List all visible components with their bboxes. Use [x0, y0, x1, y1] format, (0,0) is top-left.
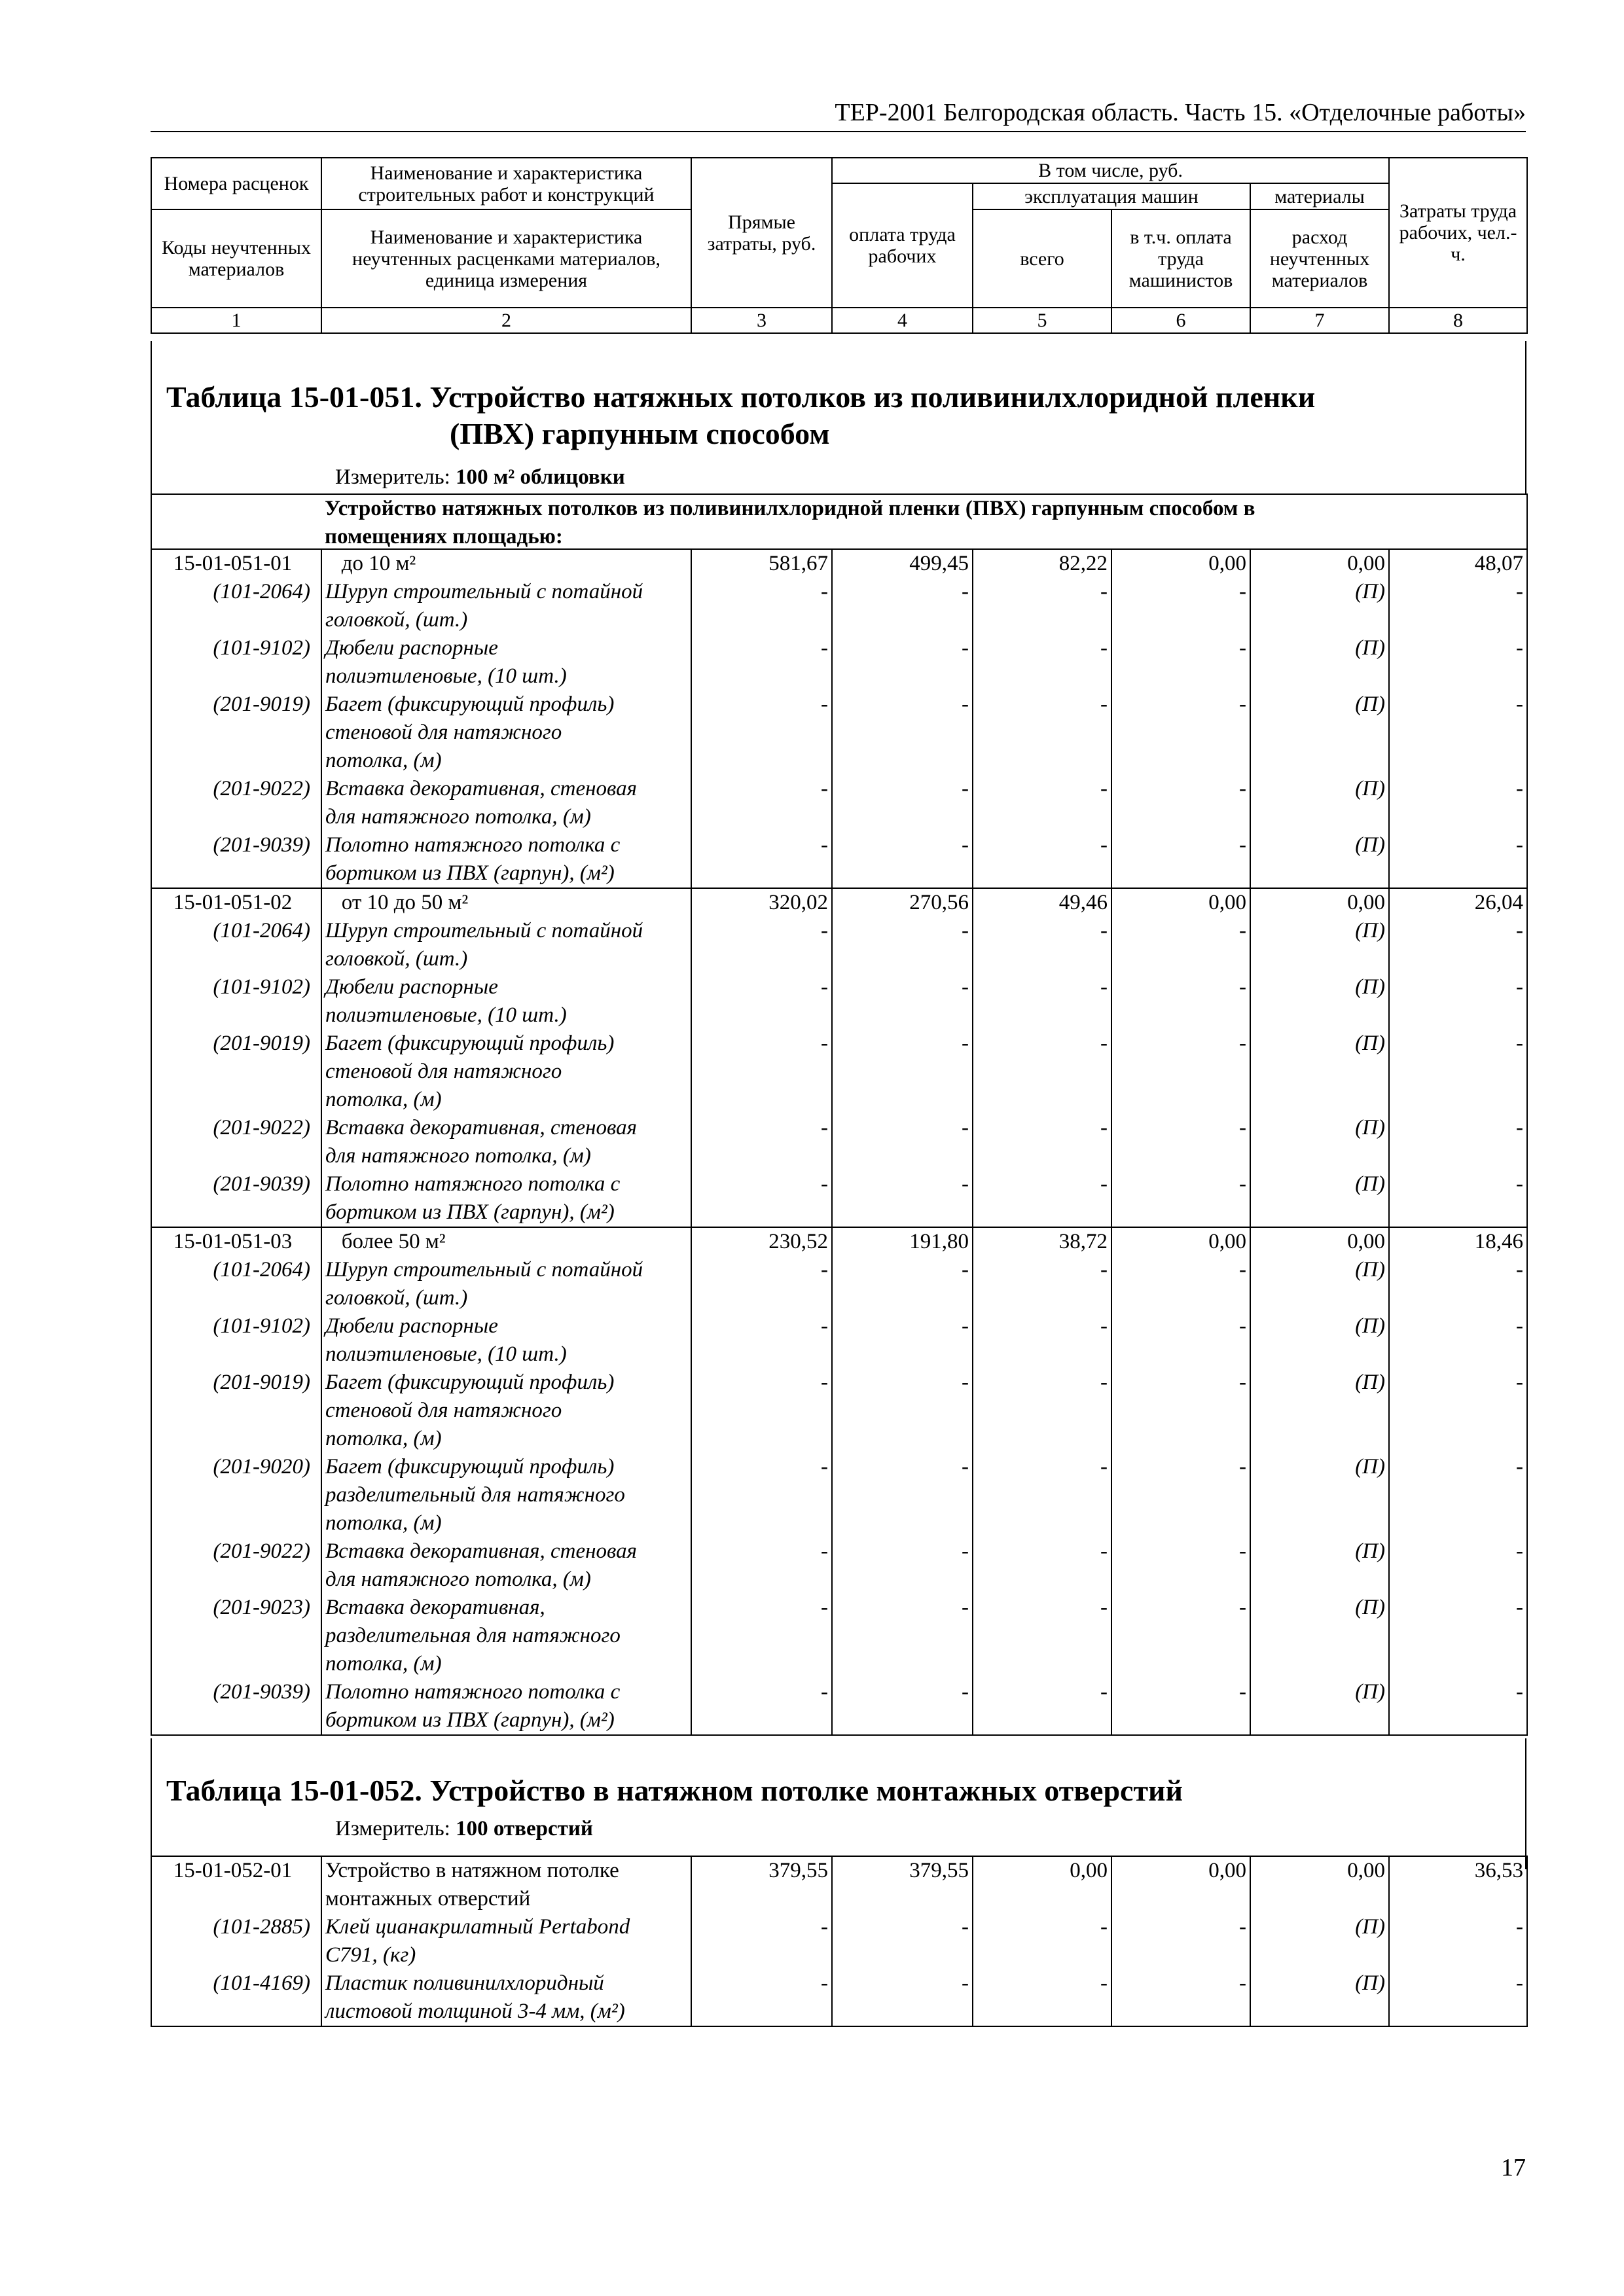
- material-dash: -: [973, 1170, 1111, 1227]
- material-dash: -: [973, 917, 1111, 973]
- material-dash: -: [1389, 1969, 1527, 2026]
- material-dash: -: [1111, 1594, 1250, 1678]
- rate-value-col5: 49,46: [973, 888, 1111, 917]
- page-number: 17: [1501, 2154, 1526, 2181]
- material-dash: -: [1389, 1030, 1527, 1114]
- col-num: 2: [321, 308, 691, 333]
- material-dash: -: [1389, 1312, 1527, 1369]
- material-name-line: бортиком из ПВХ (гарпун), (м²): [325, 1708, 615, 1732]
- material-row: [151, 1537, 1527, 1594]
- material-row: [151, 1369, 1527, 1453]
- material-code: (101-2064): [151, 917, 321, 973]
- material-mark: (П): [1250, 1969, 1389, 2026]
- material-dash: -: [832, 917, 973, 973]
- rate-code: 15-01-052-01: [151, 1856, 321, 1913]
- material-mark: (П): [1250, 1030, 1389, 1114]
- material-dash: -: [1111, 1913, 1250, 1969]
- material-dash: -: [973, 831, 1111, 888]
- col-num: 5: [973, 308, 1111, 333]
- material-dash: -: [691, 1678, 832, 1735]
- material-name-line: Дюбели распорные: [325, 975, 498, 999]
- col2-top-header: Наименование и характеристика строительных работ и конструкций: [321, 158, 691, 209]
- material-mark: (П): [1250, 917, 1389, 973]
- material-name-line: потолка, (м): [325, 1511, 442, 1535]
- rate-value-col7: 0,00: [1250, 1227, 1389, 1256]
- material-name-line: полиэтиленовые, (10 шт.): [325, 664, 567, 688]
- material-dash: -: [1389, 1537, 1527, 1594]
- material-name-line: разделительная для натяжного: [325, 1624, 621, 1647]
- material-dash: -: [973, 1114, 1111, 1170]
- material-dash: -: [973, 775, 1111, 831]
- material-name-line: потолка, (м): [325, 749, 442, 772]
- material-code: (101-9102): [151, 634, 321, 691]
- material-dash: -: [1389, 917, 1527, 973]
- material-name: [321, 1913, 691, 1969]
- material-name-line: Дюбели распорные: [325, 636, 498, 660]
- material-dash: -: [1111, 831, 1250, 888]
- material-dash: -: [691, 1312, 832, 1369]
- rate-code: 15-01-051-03: [151, 1227, 321, 1256]
- col-num: 3: [691, 308, 832, 333]
- material-dash: -: [1111, 917, 1250, 973]
- material-mark: (П): [1250, 1312, 1389, 1369]
- table2-body: [151, 1856, 1528, 2027]
- material-dash: -: [691, 1453, 832, 1537]
- material-code: (201-9039): [151, 1678, 321, 1735]
- rate-value-col6: 0,00: [1111, 1856, 1250, 1913]
- material-dash: -: [691, 1537, 832, 1594]
- col6-header: в т.ч. оплата труда машинистов: [1111, 209, 1250, 308]
- page-header: ТЕР-2001 Белгородская область. Часть 15. «Отделочные работы»: [151, 98, 1526, 132]
- material-code: (201-9020): [151, 1453, 321, 1537]
- rate-row: [151, 1227, 1527, 1256]
- material-dash: -: [1111, 1453, 1250, 1537]
- material-dash: -: [1389, 1678, 1527, 1735]
- material-name-line: для натяжного потолка, (м): [325, 1568, 591, 1591]
- col5-header: всего: [973, 209, 1111, 308]
- material-name-line: потолка, (м): [325, 1427, 442, 1450]
- material-dash: -: [1111, 775, 1250, 831]
- material-name-line: Шуруп строительный с потайной: [325, 580, 643, 603]
- material-row: [151, 831, 1527, 888]
- material-dash: -: [691, 691, 832, 775]
- rate-value-col8: 26,04: [1389, 888, 1527, 917]
- material-dash: -: [973, 1030, 1111, 1114]
- material-dash: -: [973, 691, 1111, 775]
- table2-heading: [151, 1738, 1526, 1869]
- material-name: [321, 1678, 691, 1735]
- material-name-line: Багет (фиксирующий профиль): [325, 692, 615, 716]
- material-name-line: Вставка декоративная, стеновая: [325, 777, 637, 800]
- material-dash: -: [832, 1030, 973, 1114]
- material-dash: -: [973, 634, 1111, 691]
- material-dash: -: [832, 1969, 973, 2026]
- material-dash: -: [691, 1256, 832, 1312]
- material-name-line: Дюбели распорные: [325, 1314, 498, 1338]
- material-name-line: С791, (кг): [325, 1943, 416, 1967]
- rate-name: [321, 1856, 691, 1913]
- material-dash: -: [1111, 691, 1250, 775]
- material-dash: -: [1111, 1114, 1250, 1170]
- material-name: [321, 1453, 691, 1537]
- material-dash: -: [832, 691, 973, 775]
- material-row: [151, 973, 1527, 1030]
- column-header-table: [151, 157, 1528, 334]
- table2-meter: Измеритель: 100 отверстий: [335, 1817, 593, 1841]
- rate-name-line: Устройство в натяжном потолке: [325, 1859, 619, 1882]
- material-code: (201-9039): [151, 831, 321, 888]
- material-dash: -: [691, 1030, 832, 1114]
- material-mark: (П): [1250, 634, 1389, 691]
- material-name-line: полиэтиленовые, (10 шт.): [325, 1003, 567, 1027]
- material-name: [321, 1969, 691, 2026]
- material-name-line: головкой, (шт.): [325, 947, 468, 971]
- material-dash: -: [973, 1678, 1111, 1735]
- material-dash: -: [973, 1969, 1111, 2026]
- rate-value-col3: 230,52: [691, 1227, 832, 1256]
- material-dash: -: [1111, 634, 1250, 691]
- material-dash: -: [832, 1369, 973, 1453]
- material-dash: -: [691, 831, 832, 888]
- material-dash: -: [691, 1913, 832, 1969]
- material-row: [151, 1170, 1527, 1227]
- material-dash: -: [1111, 1030, 1250, 1114]
- in-total-header: В том числе, руб.: [832, 158, 1389, 183]
- material-name-line: Полотно натяжного потолка с: [325, 1680, 621, 1704]
- rate-value-col8: 18,46: [1389, 1227, 1527, 1256]
- rate-value-col6: 0,00: [1111, 1227, 1250, 1256]
- rate-row: [151, 549, 1527, 578]
- table1-desc-line2: помещениях площадью:: [325, 525, 563, 548]
- rate-value-col4: 379,55: [832, 1856, 973, 1913]
- material-name: [321, 1030, 691, 1114]
- material-dash: -: [691, 1969, 832, 2026]
- material-dash: -: [832, 831, 973, 888]
- material-name: [321, 973, 691, 1030]
- col-num: 8: [1389, 308, 1527, 333]
- material-dash: -: [1389, 1170, 1527, 1227]
- table1-desc-line1: Устройство натяжных потолков из поливинилхлоридной пленки (ПВХ) гарпунным способом в: [325, 497, 1255, 520]
- material-row: [151, 917, 1527, 973]
- material-mark: (П): [1250, 578, 1389, 634]
- material-dash: -: [691, 917, 832, 973]
- material-dash: -: [691, 634, 832, 691]
- material-dash: -: [691, 775, 832, 831]
- material-code: (201-9019): [151, 1030, 321, 1114]
- material-name-line: для натяжного потолка, (м): [325, 1144, 591, 1168]
- material-dash: -: [832, 634, 973, 691]
- col-num: 6: [1111, 308, 1250, 333]
- material-name-line: Багет (фиксирующий профиль): [325, 1031, 615, 1055]
- material-name-line: потолка, (м): [325, 1652, 442, 1676]
- material-dash: -: [973, 1594, 1111, 1678]
- rate-row: [151, 888, 1527, 917]
- material-name: [321, 1594, 691, 1678]
- material-dash: -: [832, 1678, 973, 1735]
- material-dash: -: [1389, 578, 1527, 634]
- rate-value-col3: 581,67: [691, 549, 832, 578]
- material-name: [321, 775, 691, 831]
- col1-bottom-header: Коды неучтенных материалов: [151, 209, 321, 308]
- table1-title: Таблица 15-01-051. Устройство натяжных потолков из поливинилхлоридной пленки (ПВХ) гарпунным способом: [166, 380, 1316, 451]
- material-code: (101-4169): [151, 1969, 321, 2026]
- material-name-line: Вставка декоративная, стеновая: [325, 1116, 637, 1139]
- material-name-line: головкой, (шт.): [325, 1286, 468, 1310]
- material-code: (101-9102): [151, 973, 321, 1030]
- material-dash: -: [832, 1913, 973, 1969]
- material-dash: -: [973, 1369, 1111, 1453]
- material-row: [151, 691, 1527, 775]
- col3-header: Прямые затраты, руб.: [691, 158, 832, 308]
- table1-desc: [151, 493, 1528, 551]
- material-dash: -: [832, 1312, 973, 1369]
- material-name-line: Клей цианакрилатный Pertabond: [325, 1915, 630, 1939]
- rate-name: до 10 м²: [321, 549, 691, 578]
- table1-meter: Измеритель: 100 м² облицовки: [335, 465, 625, 490]
- col2-bottom-header: Наименование и характеристика неучтенных расценками материалов, единица измерения: [321, 209, 691, 308]
- material-name: [321, 1369, 691, 1453]
- rate-value-col8: 36,53: [1389, 1856, 1527, 1913]
- col7-header: расход неучтенных материалов: [1250, 209, 1389, 308]
- material-dash: -: [1111, 1170, 1250, 1227]
- material-code: (201-9022): [151, 775, 321, 831]
- material-dash: -: [691, 1594, 832, 1678]
- materials-header: материалы: [1250, 183, 1389, 209]
- table1-body: [151, 548, 1528, 1736]
- material-dash: -: [691, 1369, 832, 1453]
- material-row: [151, 1030, 1527, 1114]
- material-dash: -: [1111, 973, 1250, 1030]
- material-mark: (П): [1250, 1453, 1389, 1537]
- material-mark: (П): [1250, 1114, 1389, 1170]
- material-dash: -: [832, 973, 973, 1030]
- material-row: [151, 1969, 1527, 2026]
- material-dash: -: [832, 1453, 973, 1537]
- material-name-line: потолка, (м): [325, 1088, 442, 1111]
- material-dash: -: [1389, 1369, 1527, 1453]
- material-dash: -: [691, 973, 832, 1030]
- material-row: [151, 634, 1527, 691]
- material-name-line: Шуруп строительный с потайной: [325, 919, 643, 942]
- material-dash: -: [973, 578, 1111, 634]
- material-name-line: для натяжного потолка, (м): [325, 805, 591, 829]
- material-dash: -: [1389, 1114, 1527, 1170]
- material-dash: -: [1111, 1537, 1250, 1594]
- material-dash: -: [1111, 1969, 1250, 2026]
- material-code: (101-2885): [151, 1913, 321, 1969]
- material-name-line: полиэтиленовые, (10 шт.): [325, 1342, 567, 1366]
- material-name-line: Вставка декоративная, стеновая: [325, 1539, 637, 1563]
- material-dash: -: [832, 1594, 973, 1678]
- material-mark: (П): [1250, 1913, 1389, 1969]
- material-dash: -: [973, 1256, 1111, 1312]
- material-code: (201-9019): [151, 1369, 321, 1453]
- rate-name: более 50 м²: [321, 1227, 691, 1256]
- material-name-line: Багет (фиксирующий профиль): [325, 1371, 615, 1394]
- material-name: [321, 1170, 691, 1227]
- material-dash: -: [1389, 1453, 1527, 1537]
- material-name-line: бортиком из ПВХ (гарпун), (м²): [325, 861, 615, 885]
- material-mark: (П): [1250, 775, 1389, 831]
- material-mark: (П): [1250, 691, 1389, 775]
- rate-value-col3: 379,55: [691, 1856, 832, 1913]
- material-name-line: Пластик поливинилхлоридный: [325, 1971, 604, 1995]
- material-mark: (П): [1250, 831, 1389, 888]
- machines-header: эксплуатация машин: [973, 183, 1250, 209]
- material-mark: (П): [1250, 1537, 1389, 1594]
- material-name-line: Полотно натяжного потолка с: [325, 1172, 621, 1196]
- rate-value-col6: 0,00: [1111, 888, 1250, 917]
- material-name: [321, 1256, 691, 1312]
- material-dash: -: [1111, 1369, 1250, 1453]
- material-dash: -: [973, 1913, 1111, 1969]
- material-dash: -: [1389, 1594, 1527, 1678]
- rate-value-col4: 499,45: [832, 549, 973, 578]
- material-dash: -: [1111, 578, 1250, 634]
- rate-value-col7: 0,00: [1250, 888, 1389, 917]
- rate-row: [151, 1856, 1527, 1913]
- rate-value-col5: 82,22: [973, 549, 1111, 578]
- rate-code: 15-01-051-02: [151, 888, 321, 917]
- material-dash: -: [832, 578, 973, 634]
- rate-value-col5: 38,72: [973, 1227, 1111, 1256]
- rate-value-col5: 0,00: [973, 1856, 1111, 1913]
- material-dash: -: [691, 1170, 832, 1227]
- material-dash: -: [1111, 1256, 1250, 1312]
- material-code: (201-9022): [151, 1114, 321, 1170]
- material-mark: (П): [1250, 1678, 1389, 1735]
- rate-value-col6: 0,00: [1111, 549, 1250, 578]
- material-name: [321, 578, 691, 634]
- rate-name-line: монтажных отверстий: [325, 1887, 531, 1910]
- material-dash: -: [1389, 1913, 1527, 1969]
- material-row: [151, 1453, 1527, 1537]
- material-name: [321, 691, 691, 775]
- material-row: [151, 1913, 1527, 1969]
- material-name-line: головкой, (шт.): [325, 608, 468, 632]
- material-name-line: листовой толщиной 3-4 мм, (м²): [325, 2000, 625, 2023]
- material-row: [151, 775, 1527, 831]
- material-code: (101-9102): [151, 1312, 321, 1369]
- material-name: [321, 1312, 691, 1369]
- material-mark: (П): [1250, 973, 1389, 1030]
- rate-name: от 10 до 50 м²: [321, 888, 691, 917]
- rate-value-col7: 0,00: [1250, 1856, 1389, 1913]
- material-row: [151, 1678, 1527, 1735]
- material-code: (101-2064): [151, 578, 321, 634]
- material-code: (201-9039): [151, 1170, 321, 1227]
- material-name: [321, 831, 691, 888]
- material-mark: (П): [1250, 1594, 1389, 1678]
- material-name: [321, 1537, 691, 1594]
- material-dash: -: [832, 1170, 973, 1227]
- material-name-line: стеновой для натяжного: [325, 1060, 562, 1083]
- material-dash: -: [973, 1537, 1111, 1594]
- material-dash: -: [1111, 1678, 1250, 1735]
- material-dash: -: [973, 1453, 1111, 1537]
- material-name-line: бортиком из ПВХ (гарпун), (м²): [325, 1200, 615, 1224]
- material-mark: (П): [1250, 1256, 1389, 1312]
- material-dash: -: [691, 578, 832, 634]
- material-row: [151, 1312, 1527, 1369]
- material-name: [321, 917, 691, 973]
- col-num: 7: [1250, 308, 1389, 333]
- material-dash: -: [1389, 831, 1527, 888]
- material-row: [151, 1114, 1527, 1170]
- material-name: [321, 634, 691, 691]
- material-code: (101-2064): [151, 1256, 321, 1312]
- rate-value-col7: 0,00: [1250, 549, 1389, 578]
- col8-header: Затраты труда рабочих, чел.-ч.: [1389, 158, 1527, 308]
- col4-header: оплата труда рабочих: [832, 183, 973, 308]
- material-row: [151, 1594, 1527, 1678]
- rate-code: 15-01-051-01: [151, 549, 321, 578]
- material-dash: -: [1389, 1256, 1527, 1312]
- material-name-line: стеновой для натяжного: [325, 721, 562, 744]
- rate-value-col3: 320,02: [691, 888, 832, 917]
- material-dash: -: [832, 1114, 973, 1170]
- col-num: 1: [151, 308, 321, 333]
- material-dash: -: [1389, 691, 1527, 775]
- rate-value-col8: 48,07: [1389, 549, 1527, 578]
- material-row: [151, 1256, 1527, 1312]
- material-name-line: Полотно натяжного потолка с: [325, 833, 621, 857]
- table2-title: Таблица 15-01-052. Устройство в натяжном потолке монтажных отверстий: [166, 1774, 1183, 1807]
- material-dash: -: [1389, 634, 1527, 691]
- material-dash: -: [832, 775, 973, 831]
- material-code: (201-9023): [151, 1594, 321, 1678]
- col1-top-header: Номера расценок: [151, 158, 321, 209]
- material-name-line: разделительный для натяжного: [325, 1483, 625, 1507]
- material-dash: -: [1389, 775, 1527, 831]
- material-mark: (П): [1250, 1170, 1389, 1227]
- material-dash: -: [1389, 973, 1527, 1030]
- material-dash: -: [832, 1256, 973, 1312]
- table1-heading: [151, 341, 1526, 495]
- material-dash: -: [691, 1114, 832, 1170]
- material-name-line: стеновой для натяжного: [325, 1399, 562, 1422]
- rate-value-col4: 270,56: [832, 888, 973, 917]
- material-code: (201-9019): [151, 691, 321, 775]
- material-dash: -: [832, 1537, 973, 1594]
- material-name-line: Вставка декоративная,: [325, 1596, 545, 1619]
- material-dash: -: [973, 973, 1111, 1030]
- material-name-line: Шуруп строительный с потайной: [325, 1258, 643, 1282]
- material-code: (201-9022): [151, 1537, 321, 1594]
- col-num: 4: [832, 308, 973, 333]
- material-row: [151, 578, 1527, 634]
- material-dash: -: [1111, 1312, 1250, 1369]
- material-name: [321, 1114, 691, 1170]
- rate-value-col4: 191,80: [832, 1227, 973, 1256]
- material-mark: (П): [1250, 1369, 1389, 1453]
- material-dash: -: [973, 1312, 1111, 1369]
- material-name-line: Багет (фиксирующий профиль): [325, 1455, 615, 1479]
